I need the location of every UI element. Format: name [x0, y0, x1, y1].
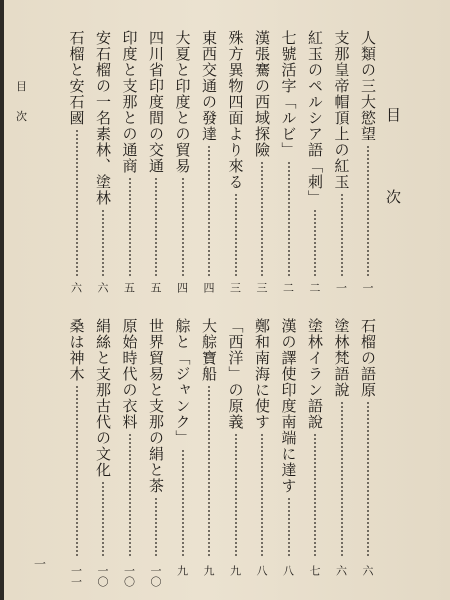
toc-entry-title[interactable]: 石榴と安石國: [67, 30, 86, 126]
toc-entry-page: 一: [361, 282, 374, 293]
toc-entry-page: 六: [69, 282, 83, 293]
leader-dots: [182, 449, 184, 558]
toc-entry-title[interactable]: 殊方異物四面より來る: [226, 30, 245, 190]
leader-dots: [314, 433, 316, 558]
leader-dots: [367, 145, 369, 276]
leader-dots: [341, 401, 343, 558]
toc-entry-page: 六: [334, 565, 348, 576]
toc-entry-page: 四: [202, 282, 215, 293]
leader-dots: [182, 177, 184, 276]
leader-dots: [314, 209, 316, 276]
toc-entry-page: 一〇: [122, 565, 136, 587]
toc-entry-page: 六: [361, 565, 374, 576]
leader-dots: [288, 161, 290, 276]
toc-entry-page: 五: [122, 282, 136, 293]
toc-entry-title[interactable]: 塗林イラン語說: [306, 318, 324, 430]
leader-dots: [235, 193, 237, 276]
toc-entry-page: 一: [334, 282, 348, 293]
leader-dots: [129, 177, 131, 276]
leader-dots: [129, 433, 131, 558]
page-folio: 一: [34, 557, 47, 571]
toc-entry-title[interactable]: 塗林梵語說: [332, 318, 351, 398]
toc-entry-title[interactable]: 大夏と印度との貿易: [173, 30, 192, 174]
toc-entry-page: 一〇: [96, 565, 109, 587]
toc-entry-page: 三: [255, 282, 268, 293]
leader-dots: [288, 497, 290, 558]
leader-dots: [76, 385, 78, 558]
toc-entry-title[interactable]: 䑸と「ジャンク」: [173, 318, 192, 446]
toc-entry-page: 九: [228, 565, 242, 576]
toc-entry-title[interactable]: 漢の譯使印度南端に達す: [279, 318, 298, 494]
leader-dots: [341, 193, 343, 276]
leader-dots: [235, 433, 237, 558]
toc-entry-page: 八: [281, 565, 295, 576]
leader-dots: [155, 177, 157, 276]
toc-entry-page: 九: [175, 565, 189, 576]
toc-entry-page: 六: [96, 282, 109, 293]
toc-entry-page: 八: [255, 565, 268, 576]
toc-entry-title[interactable]: 大䑸寶船: [200, 318, 218, 382]
toc-entry-title[interactable]: 紅玉のペルシア語「刺」: [306, 30, 324, 206]
leader-dots: [261, 161, 263, 276]
leader-dots: [208, 385, 210, 558]
leader-dots: [208, 145, 210, 276]
toc-entry-title[interactable]: 「西洋」の原義: [226, 318, 245, 430]
toc-entry-title[interactable]: 四川省印度間の交通: [147, 30, 165, 174]
toc-entry-page: 一一: [69, 565, 83, 587]
leader-dots: [261, 433, 263, 558]
toc-entry-title[interactable]: 印度と支那との通商: [120, 30, 139, 174]
toc-entry-page: 九: [202, 565, 215, 576]
toc-entry-title[interactable]: 漢張騫の西域探險: [253, 30, 271, 158]
toc-entry-title[interactable]: 桑は神木: [67, 318, 86, 382]
toc-entry-title[interactable]: 東西交通の發達: [200, 30, 218, 142]
toc-entry-page: 四: [175, 282, 189, 293]
leader-dots: [367, 401, 369, 558]
toc-entry-title[interactable]: 石榴の語原: [359, 318, 377, 398]
leader-dots: [102, 209, 104, 276]
running-header-char-2: 次: [16, 110, 28, 123]
toc-entry-page: 三: [228, 282, 242, 293]
toc-entry-title[interactable]: 原始時代の衣料: [120, 318, 139, 430]
toc-entry-page: 一〇: [149, 565, 162, 587]
running-header-char-1: 目: [16, 80, 28, 93]
leader-dots: [155, 497, 157, 558]
toc-title-char-1: 目: [386, 106, 402, 124]
toc-entry-title[interactable]: 人類の三大慾望: [359, 30, 377, 142]
toc-entry-page: 七: [308, 565, 321, 576]
toc-entry-title[interactable]: 七號活字「ルビ」: [279, 30, 298, 158]
toc-title-char-2: 次: [386, 188, 402, 206]
toc-entry-page: 二: [308, 282, 321, 293]
leader-dots: [102, 481, 104, 558]
book-page: [4, 0, 450, 600]
toc-entry-title[interactable]: 絹絲と支那古代の文化: [94, 318, 112, 478]
leader-dots: [76, 129, 78, 276]
toc-entry-title[interactable]: 世界貿易と支那の絹と茶: [147, 318, 165, 494]
toc-entry-title[interactable]: 鄭和南海に使す: [253, 318, 271, 430]
toc-entry-page: 五: [149, 282, 162, 293]
toc-entry-page: 二: [281, 282, 295, 293]
toc-entry-title[interactable]: 安石榴の一名素林、塗林: [94, 30, 112, 206]
toc-entry-title[interactable]: 支那皇帝帽頂上の紅玉: [332, 30, 351, 190]
